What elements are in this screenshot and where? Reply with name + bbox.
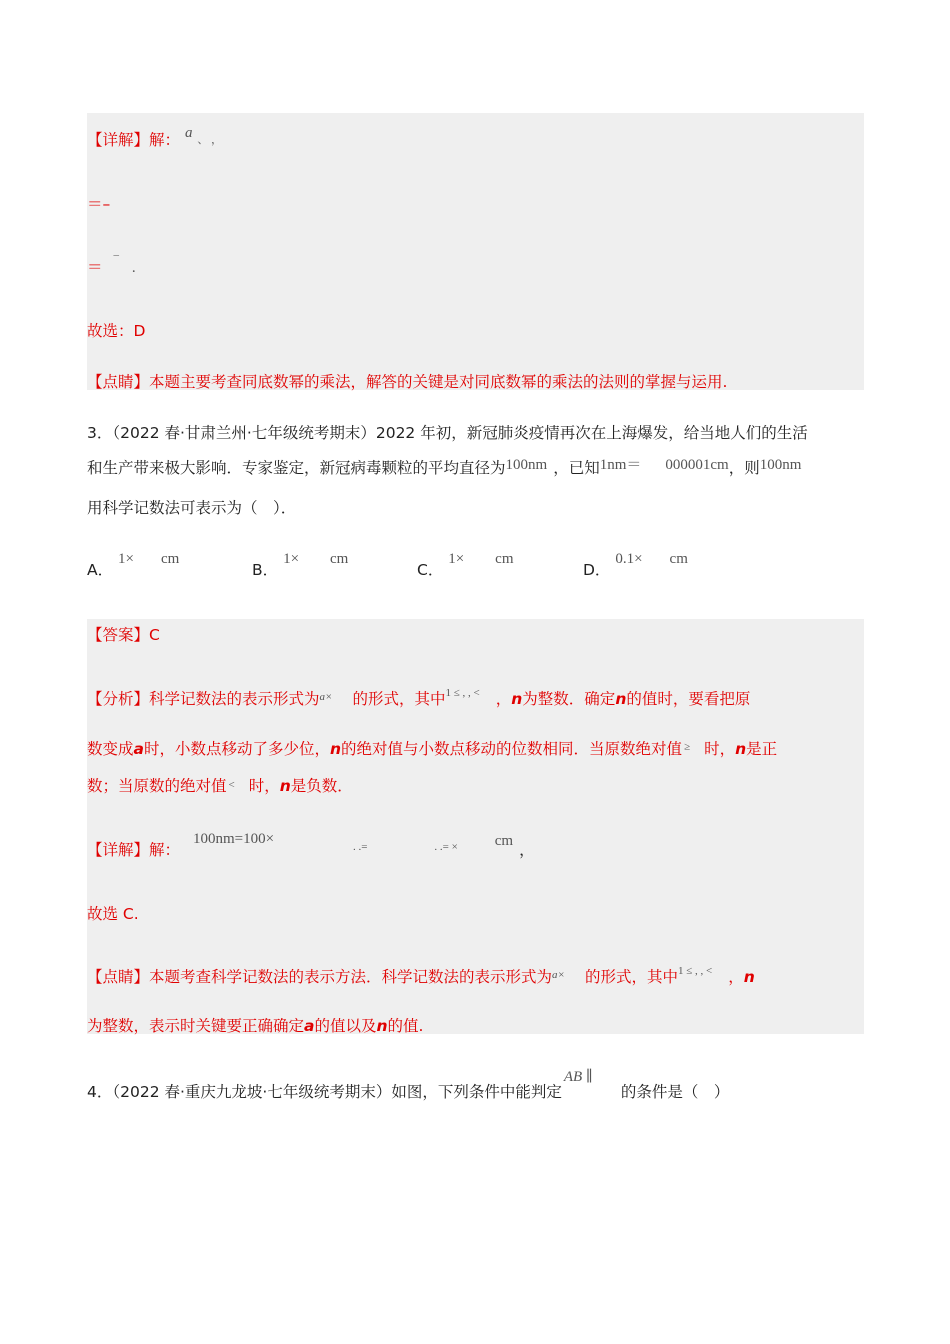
- q4-text-b: 的条件是（ ）: [620, 1083, 730, 1101]
- detail-line-q3: [87, 831, 535, 860]
- solution-panel-1: [87, 113, 864, 390]
- option-b-math-1: 1×: [283, 551, 300, 567]
- detail-math-4: cm: [494, 833, 514, 849]
- eq-sign: ＝: [87, 258, 103, 276]
- var-n: n: [615, 690, 627, 708]
- detail-math-3: . .= ×: [434, 841, 458, 853]
- analysis-text-3: ，: [495, 690, 512, 708]
- q3-math-3: 000001cm: [665, 457, 729, 473]
- analysis-math-4: <: [228, 779, 235, 791]
- comment-line-2: [87, 1014, 423, 1036]
- detail-math: a: [184, 125, 193, 141]
- detail-line-3: [87, 249, 136, 277]
- analysis-text-2: 的形式，其中: [352, 690, 446, 708]
- answer-value: C: [149, 626, 160, 644]
- var-n: n: [511, 690, 523, 708]
- option-c-label: C．: [417, 561, 444, 579]
- comment-text-2: 的形式，其中: [584, 968, 678, 986]
- analysis-text-10: 是正: [746, 740, 778, 758]
- option-b-label: B．: [252, 561, 279, 579]
- analysis-text-7: 时，小数点移动了多少位，: [143, 740, 330, 758]
- option-d-math-2: cm: [669, 551, 688, 567]
- q3-line-1: 3．（2022 春·甘肃兰州·七年级统考期末）2022 年初，新冠肺炎疫情再次在上海爆发，给当地人们的生活: [87, 424, 808, 442]
- detail-line-1: [87, 125, 223, 150]
- comment-1: [87, 370, 727, 392]
- analysis-text-9: 时，: [704, 740, 736, 758]
- var-n: n: [330, 740, 342, 758]
- detail-tail: ，: [519, 841, 535, 859]
- comment-line-1: [87, 965, 755, 987]
- option-a-math-2: cm: [160, 551, 180, 567]
- q4-math: AB ∥: [563, 1069, 593, 1085]
- detail-tag: 【详解】: [87, 131, 150, 149]
- var-a: a: [304, 1017, 315, 1035]
- comment-text-6: 的值.: [387, 1017, 424, 1035]
- detail-line-2: ＝–: [87, 195, 111, 213]
- option-d-label: D．: [583, 561, 611, 579]
- q3-text-a: 和生产带来极大影响．专家鉴定，新冠病毒颗粒的平均直径为: [87, 459, 506, 477]
- comment-math-1: a×: [552, 969, 565, 981]
- option-d[interactable]: [583, 551, 688, 580]
- analysis-text-12: 时，: [248, 777, 280, 795]
- comment-text-5: 的值以及: [314, 1017, 377, 1035]
- analysis-math-1: a×: [319, 691, 333, 703]
- var-a: a: [133, 740, 144, 758]
- detail-tag: 【详解】: [87, 841, 150, 859]
- analysis-text-5: 的值时，要看把原: [626, 690, 751, 708]
- comment-tag: 【点睛】: [87, 373, 150, 391]
- option-d-math-1: 0.1×: [615, 551, 643, 567]
- analysis-text-4: 为整数．确定: [522, 690, 616, 708]
- option-c-math-2: cm: [495, 551, 514, 567]
- analysis-math-2: 1 ≤ , , <: [445, 687, 480, 699]
- var-n: n: [279, 777, 291, 795]
- answer-tag: 【答案】: [87, 626, 150, 644]
- answer-line: [87, 623, 160, 645]
- q3-text-b: ，已知: [553, 459, 600, 477]
- q4-line: [87, 1069, 730, 1102]
- analysis-text-1: 科学记数法的表示形式为: [149, 690, 320, 708]
- q3-text-c: ，则: [728, 459, 760, 477]
- q3-math-2: 1nm＝: [599, 457, 642, 473]
- detail-math-tail: 、 ，: [197, 134, 223, 146]
- detail-math-2: . .=: [353, 841, 368, 853]
- analysis-line-1: [87, 687, 750, 709]
- q4-text-a: 4．（2022 春·重庆九龙坡·七年级统考期末）如图，下列条件中能判定: [87, 1083, 562, 1101]
- detail-text: 解：: [149, 131, 181, 149]
- choice-1: 故选：D: [87, 322, 146, 340]
- q3-math-4: 100nm: [759, 457, 802, 473]
- detail-math-1: 100nm=100×: [192, 831, 275, 847]
- q3-line-3: 用科学记数法可表示为（ ）．: [87, 499, 297, 517]
- analysis-text-8: 的绝对值与小数点移动的位数相同．当原数绝对值: [341, 740, 683, 758]
- analysis-line-3: [87, 774, 353, 796]
- analysis-tag: 【分析】: [87, 690, 150, 708]
- choice-2: 故选 C.: [87, 905, 139, 923]
- option-c[interactable]: [417, 551, 514, 580]
- detail-text: 解：: [149, 841, 181, 859]
- option-a-label: A．: [87, 561, 114, 579]
- comment-tag: 【点睛】: [87, 968, 150, 986]
- comment-text: 本题主要考查同底数幂的乘法，解答的关键是对同底数幂的乘法的法则的掌握与运用.: [149, 373, 728, 391]
- analysis-line-2: [87, 737, 777, 759]
- comment-text-1: 本题考查科学记数法的表示方法．科学记数法的表示形式为: [149, 968, 553, 986]
- analysis-text-6: 数变成: [87, 740, 134, 758]
- q3-line-2: [87, 456, 801, 478]
- analysis-text-13: 是负数．: [290, 777, 353, 795]
- option-b-math-2: cm: [329, 551, 349, 567]
- comment-text-3: ，: [728, 968, 744, 986]
- comment-text-4: 为整数，表示时关键要正确确定: [87, 1017, 305, 1035]
- option-b[interactable]: [252, 551, 349, 580]
- var-n: n: [743, 968, 755, 986]
- q3-math-1: 100nm: [505, 457, 548, 473]
- var-n: n: [376, 1017, 388, 1035]
- option-a-math-1: 1×: [118, 551, 135, 567]
- eq-sup: –: [113, 249, 119, 261]
- option-a[interactable]: [87, 551, 180, 580]
- analysis-math-3: ≥: [684, 741, 691, 753]
- var-n: n: [735, 740, 747, 758]
- eq-dot: .: [131, 260, 136, 276]
- option-c-math-1: 1×: [448, 551, 465, 567]
- analysis-text-11: 数；当原数的绝对值: [87, 777, 227, 795]
- comment-math-2: 1 ≤ , , <: [677, 965, 713, 977]
